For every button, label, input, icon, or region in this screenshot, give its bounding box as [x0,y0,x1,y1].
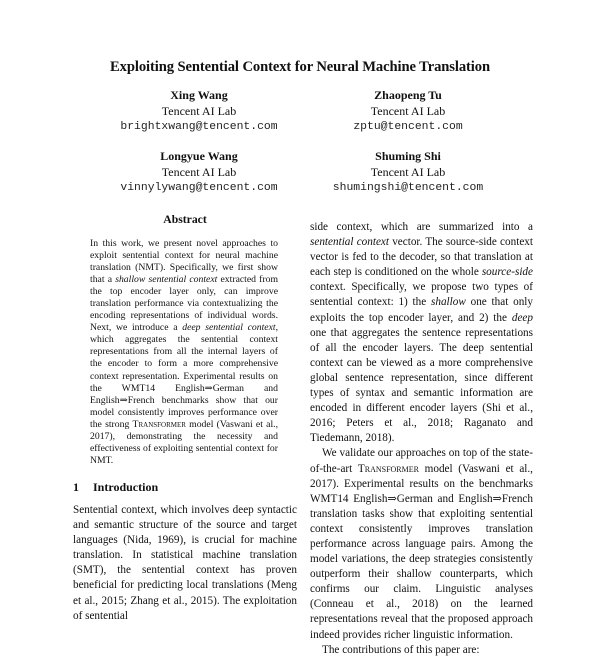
section-heading: 1 Introduction [73,480,159,494]
author-affiliation: Tencent AI Lab [370,165,446,179]
author-name: Zhaopeng Tu [374,88,442,102]
author-block [298,87,518,135]
author-block [298,148,518,196]
author-email[interactable]: shumingshi@tencent.com [332,182,484,194]
author-name: Shuming Shi [375,149,441,163]
author-email[interactable]: vinnylywang@tencent.com [120,182,278,194]
body-paragraph: side context, which are summarized into a sentential context vector. The source-side context vector is fed to the decoder, so that translation at each step is conditioned on the whole source-side context. Specifically, we propose two types of sentential context: 1) the shallow one that only exploits the top encoder layer, and 2) the deep one that aggregates the sentence representations of all the encoder layers. The deep sentential context can be viewed as a more comprehensive global sentence representation, since different types of syntax and semantic information are encoded in different encoder layers (Shi et al., 2016; Peters et al., 2018; Raganato and Tiedemann, 2018). [310,221,533,445]
author-block [89,87,309,135]
abstract-body: In this work, we present novel approaches to exploit sentential context for neural machine translation (NMT). Specifically, we first show that a shallow sentential context extracted from the top encoder layer only, can improve translation performance via contextualizing the encoding representations of individual words. Next, we introduce a deep sentential context, which aggregates the sentential context representations from all the internal layers of the encoder to form a more comprehensive context representation. Experimental results on the WMT14 English⇒German and English⇒French benchmarks show that our model consistently improves performance over the strong Transformer model (Vaswani et al., 2017), demonstrating the necessity and effectiveness of exploiting sentential context for NMT. [90,238,279,466]
author-email[interactable]: brightxwang@tencent.com [120,121,278,133]
author-affiliation: Tencent AI Lab [161,165,237,179]
author-name: Xing Wang [170,88,228,102]
abstract-heading: Abstract [163,213,207,226]
author-block [89,148,309,196]
section-paragraph: Sentential context, which involves deep syntactic and semantic structure of the source and target languages (Nida, 1969), is crucial for machine translation. In statistical machine translation (SMT), the sentential context has proven beneficial for predicting local translations (Meng et al., 2015; Zhang et al., 2015). The exploitation of sentential [73,504,297,622]
paper-title: Exploiting Sentential Context for Neural Machine Translation [110,59,490,75]
author-affiliation: Tencent AI Lab [161,104,237,118]
body-paragraph: The contributions of this paper are: [322,643,480,656]
author-email[interactable]: zptu@tencent.com [353,121,463,133]
author-name: Longyue Wang [160,149,238,163]
right-column [310,220,533,658]
body-paragraph: We validate our approaches on top of the state-of-the-art Transformer model (Vaswani et al., 2017). Experimental results on the benchmarks WMT14 English⇒German and English⇒French translation tasks show that exploiting sentential context consistently improves translation performance across language pairs. Among the model variations, the deep strategies consistently outperform their shallow counterparts, which confirms our claim. Linguistic analyses (Conneau et al., 2018) on the learned representations reveal that the proposed approach indeed provides richer linguistic information. [310,447,533,641]
author-affiliation: Tencent AI Lab [370,104,446,118]
